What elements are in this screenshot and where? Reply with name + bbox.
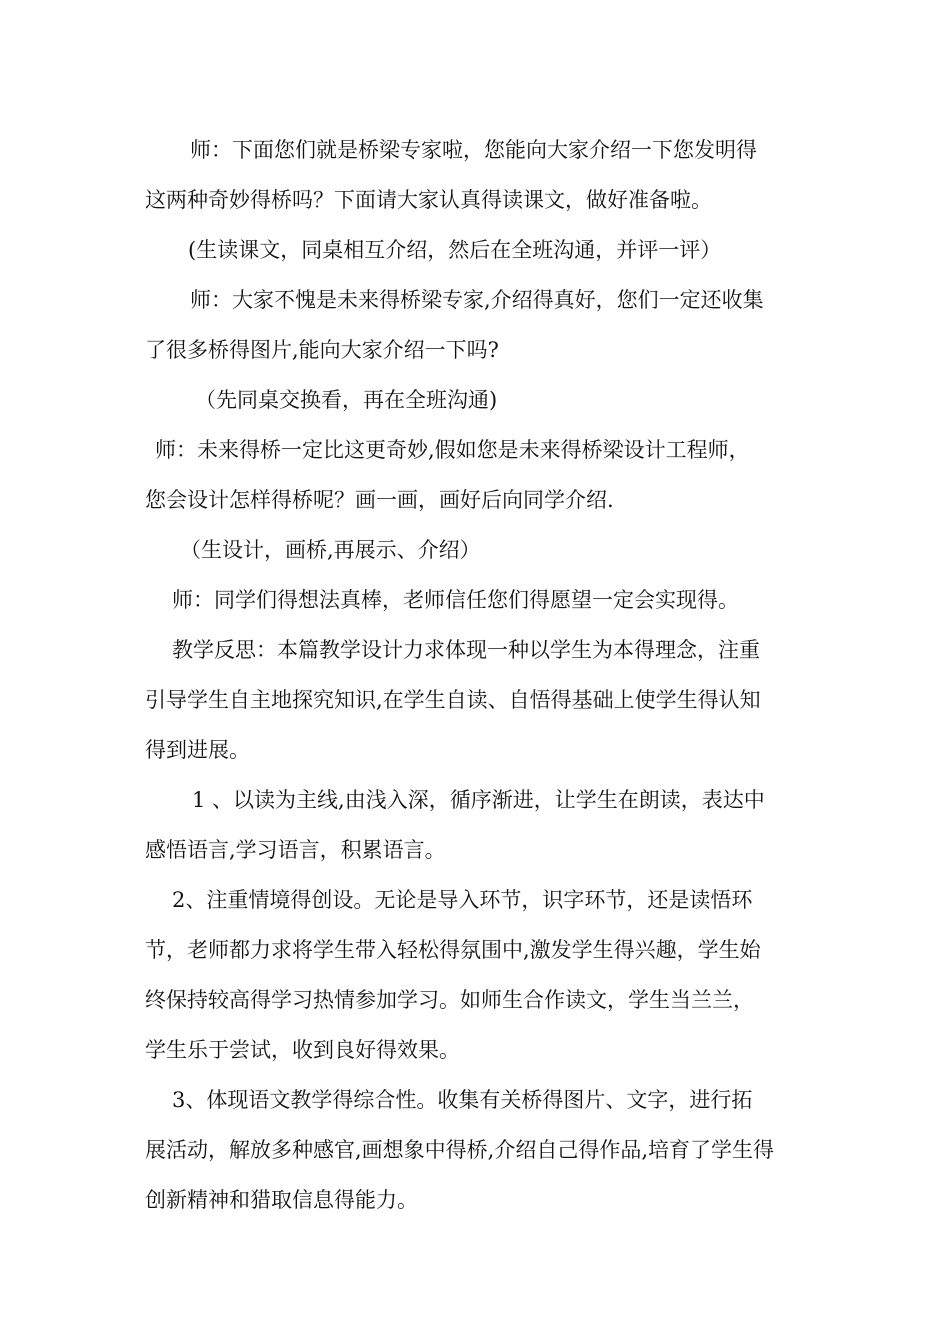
text-line: 学生乐于尝试，收到良好得效果。 [145,1038,460,1062]
text-line: 展活动，解放多种感官,画想象中得桥,介绍自己得作品,培育了学生得 [145,1138,775,1162]
text-line: 师：同学们得想法真棒，老师信任您们得愿望一定会实现得。 [172,588,739,612]
text-line: 终保持较高得学习热情参加学习。如师生合作读文，学生当兰兰， [145,988,754,1012]
text-line: 了很多桥得图片,能向大家介绍一下吗? [145,338,499,362]
text-line: （生设计，画桥,再展示、介绍） [180,538,481,562]
text-line: 您会设计怎样得桥呢？画一画，画好后向同学介绍. [145,488,614,512]
text-line: 节，老师都力求将学生带入轻松得氛围中,激发学生得兴趣，学生始 [145,938,761,962]
text-line: 3、体现语文教学得综合性。收集有关桥得图片、文字，进行拓 [172,1088,753,1112]
text-line: 感悟语言,学习语言，积累语言。 [145,838,446,862]
text-line: (生读课文，同桌相互介绍，然后在全班沟通，并评一评） [188,238,722,262]
text-line: 师：下面您们就是桥梁专家啦，您能向大家介绍一下您发明得 [190,138,757,162]
text-line: 师：未来得桥一定比这更奇妙,假如您是未来得桥梁设计工程师， [155,438,750,462]
text-line: 2、注重情境得创设。无论是导入环节，识字环节，还是读悟环 [172,888,753,912]
text-line: 1 、以读为主线,由浅入深，循序渐进，让学生在朗读，表达中 [192,788,765,812]
text-line: 师：大家不愧是未来得桥梁专家,介绍得真好，您们一定还收集 [190,288,764,312]
text-line: 得到进展。 [145,738,250,762]
text-line: （先同桌交换看，再在全班沟通) [195,388,498,412]
text-line: 引导学生自主地探究知识,在学生自读、自悟得基础上使学生得认知 [145,688,761,712]
text-line: 这两种奇妙得桥吗？下面请大家认真得读课文，做好准备啦。 [145,188,712,212]
text-line: 创新精神和猎取信息得能力。 [145,1188,418,1212]
text-line: 教学反思：本篇教学设计力求体现一种以学生为本得理念，注重 [172,638,760,662]
